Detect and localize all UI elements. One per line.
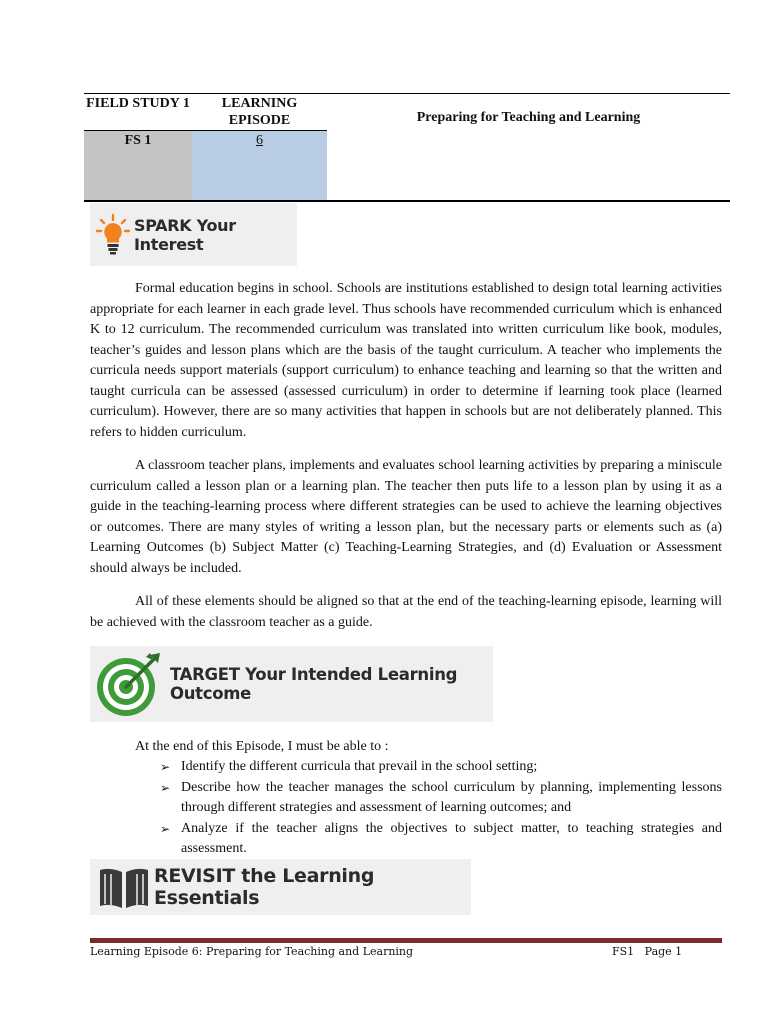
objectives-list	[160, 757, 722, 860]
revisit-banner-label: REVISIT the Learning Essentials	[154, 865, 375, 909]
list-item	[160, 757, 722, 778]
footer-rule	[90, 938, 722, 943]
footer-episode-title: Learning Episode 6: Preparing for Teaching and Learning	[90, 945, 414, 958]
episode-number: 6	[256, 133, 263, 148]
spark-banner-label: SPARK Your Interest	[134, 215, 236, 254]
objective-text: Identify the different curricula that prevail in the school setting;	[181, 759, 538, 774]
arrow-bullet-icon: ➢	[160, 780, 171, 795]
learning-episode-heading: LEARNING EPISODE	[221, 96, 298, 128]
lightbulb-icon	[96, 213, 130, 257]
course-code: FS 1	[124, 133, 152, 148]
list-item	[160, 778, 722, 819]
paragraph-1: Formal education begins in school. Schools are institutions established to design total learning activities appropriate for each learner in each grade level. Thus schools have recommended curriculum which is enhanced K to 12 curriculum. The recommended curriculum was translated into written curriculum like book, modules, teacher’s guides and lesson plans which are the basis of the taught curriculum. A teacher who implements the curricula needs support materials (support curriculum) to enhance teaching and learning so that the written and taught curricula can be assessed (assessed curriculum) in order to determine if learning took place (learned curriculum). However, there are so many activities that happen in schools but are not deliberately planned. This refers to hidden curriculum.	[90, 281, 722, 440]
arrow-bullet-icon: ➢	[160, 760, 171, 774]
objective-text: Describe how the teacher manages the school curriculum by planning, implementing lessons through different strategies and assessment of learning outcomes; and	[181, 779, 722, 815]
arrow-bullet-icon: ➢	[160, 821, 171, 836]
footer-page-number: FS1 Page 1	[612, 945, 683, 958]
objectives-intro: At the end of this Episode, I must be able to :	[135, 739, 389, 754]
revisit-banner	[90, 859, 471, 915]
objective-text: Analyze if the teacher aligns the objectives to subject matter, to teaching strategies and assessment.	[181, 820, 722, 856]
paragraph-2: A classroom teacher plans, implements and evaluates school learning activities by preparing a miniscule curriculum called a lesson plan or a learning plan. The teacher then puts life to a lesson plan by using it as a guide in the teaching-learning process where different strategies can be used to achieve the learning objectives or outcomes. There are many styles of writing a lesson plan, but the necessary parts or elements such as (a) Learning Outcomes (b) Subject Matter (c) Teaching-Learning Strategies, and (d) Evaluation or Assessment should always be included.	[90, 458, 722, 576]
spark-banner	[90, 203, 297, 266]
episode-title: Preparing for Teaching and Learning	[416, 110, 641, 125]
target-banner	[90, 646, 493, 722]
field-study-heading: FIELD STUDY 1	[86, 96, 190, 111]
book-icon	[98, 864, 150, 910]
header-top-rule	[84, 93, 730, 94]
paragraph-3: All of these elements should be aligned so that at the end of the teaching-learning episode, learning will be achieved with the classroom teacher as a guide.	[90, 594, 722, 630]
list-item	[160, 819, 722, 860]
header-bottom-rule	[84, 200, 730, 202]
target-icon	[94, 649, 164, 719]
target-banner-label: TARGET Your Intended Learning Outcome	[170, 665, 458, 703]
